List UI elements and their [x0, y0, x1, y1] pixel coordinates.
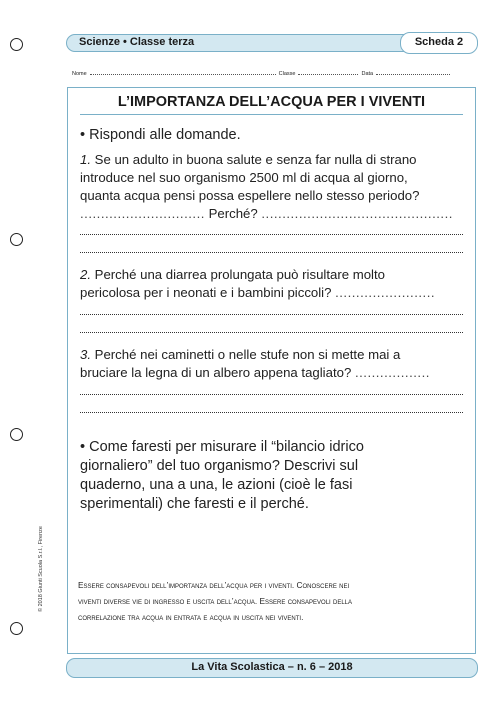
task-text: quaderno, una a una, le azioni (cioè le fasi — [80, 477, 353, 493]
card-badge — [400, 32, 478, 54]
date-label: Data — [361, 71, 374, 77]
task-prompt — [80, 438, 465, 514]
question-text: pericolosa per i neonati e i bambini piccoli? — [80, 285, 336, 300]
worksheet-box — [67, 87, 476, 654]
question-text: Perché nei caminetti o nelle stufe non si mette mai a — [91, 347, 401, 362]
student-fields — [72, 70, 476, 77]
question-1 — [80, 151, 465, 223]
date-field[interactable] — [376, 70, 450, 75]
objective-text: correlazione tra acqua in entrata e acqua in uscita nei viventi. — [78, 612, 304, 622]
answer-line[interactable] — [80, 314, 463, 315]
question-text: Se un adulto in buona salute e senza far nulla di strano — [91, 152, 417, 167]
class-label: Classe — [278, 71, 296, 77]
why-label: Perché? — [204, 206, 262, 221]
header-bar — [66, 34, 478, 52]
question-text: Perché una diarrea prolungata può risultare molto — [91, 267, 385, 282]
binder-hole — [10, 622, 23, 635]
answer-line[interactable] — [80, 234, 463, 235]
class-field[interactable] — [298, 70, 358, 75]
instruction: • Rispondi alle domande. — [80, 127, 241, 143]
question-3 — [80, 346, 465, 382]
title-divider — [80, 114, 463, 115]
question-text: bruciare la legna di un albero appena tagliato? — [80, 365, 355, 380]
binder-hole — [10, 428, 23, 441]
answer-line[interactable] — [80, 412, 463, 413]
answer-field[interactable]: .................. — [354, 365, 430, 380]
copyright-notice: © 2018 Giunti Scuola S.r.l., Firenze — [38, 526, 44, 612]
answer-field[interactable]: .............................. — [80, 206, 205, 221]
name-field[interactable] — [90, 70, 276, 75]
question-number: 3. — [80, 347, 91, 362]
question-text: introduce nel suo organismo 2500 ml di acqua al giorno, — [80, 170, 408, 185]
subject-label: Scienze • Classe terza — [79, 36, 195, 48]
binder-hole — [10, 38, 23, 51]
learning-objectives — [78, 577, 466, 625]
question-text: quanta acqua pensi possa espellere nello stesso periodo? — [80, 188, 420, 203]
answer-line[interactable] — [80, 394, 463, 395]
task-text: giornaliero” del tuo organismo? Descrivi sul — [80, 458, 359, 474]
question-2 — [80, 266, 465, 302]
task-text: • Come faresti per misurare il “bilancio idrico — [80, 439, 364, 455]
objective-text: Essere consapevoli dell’importanza dell’acqua per i viventi. Conoscere nei — [78, 580, 350, 590]
name-label: Nome — [72, 71, 87, 77]
card-label: Scheda 2 — [414, 36, 464, 48]
footer-label: La Vita Scolastica – n. 6 – 2018 — [191, 661, 353, 673]
objective-text: viventi diverse vie di ingresso e uscita dell’acqua. Essere consapevoli della — [78, 596, 353, 606]
answer-field[interactable]: .............................................. — [261, 206, 453, 221]
answer-line[interactable] — [80, 252, 463, 253]
binder-hole — [10, 233, 23, 246]
worksheet-title: L’IMPORTANZA DELL’ACQUA PER I VIVENTI — [117, 94, 426, 110]
question-number: 1. — [80, 152, 91, 167]
answer-field[interactable]: ........................ — [335, 285, 436, 300]
footer-bar — [66, 658, 478, 678]
answer-line[interactable] — [80, 332, 463, 333]
question-number: 2. — [80, 267, 91, 282]
task-text: sperimentali) che faresti e il perché. — [80, 496, 309, 512]
